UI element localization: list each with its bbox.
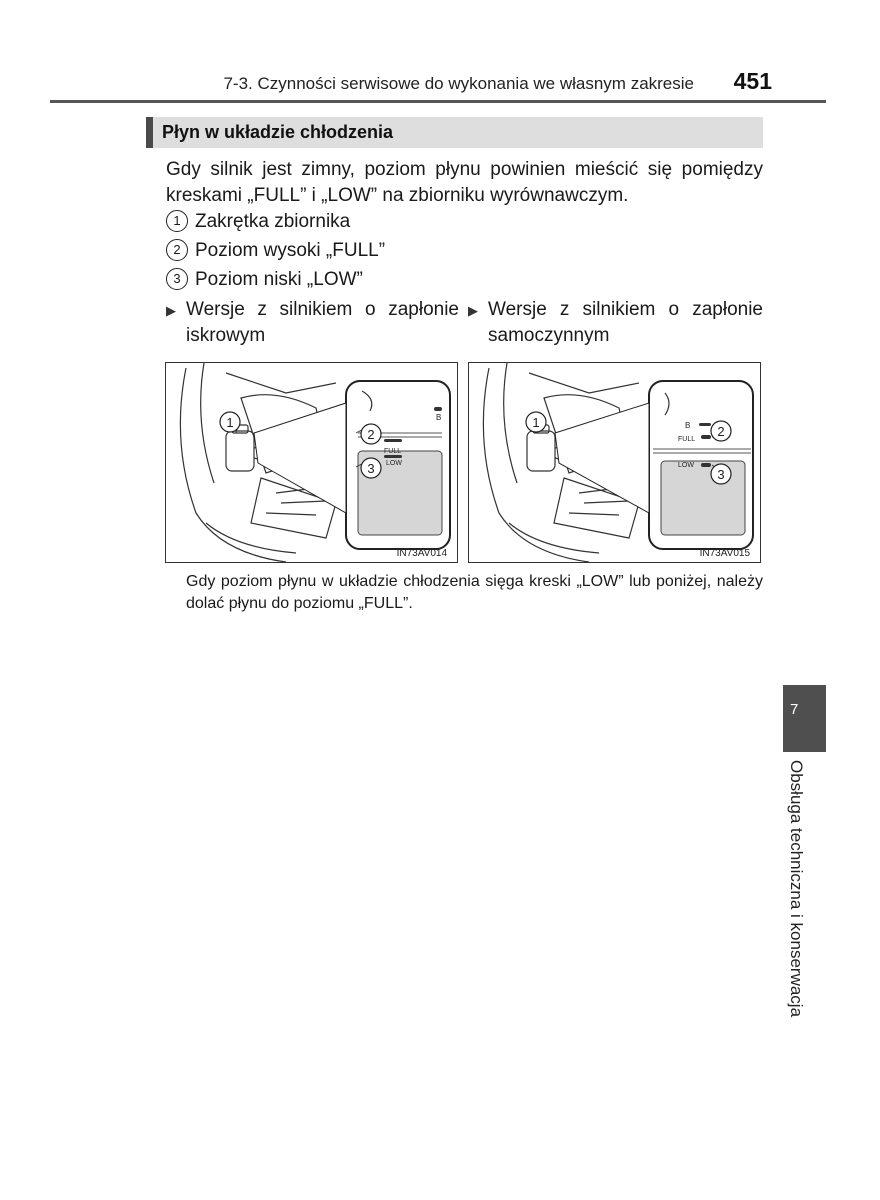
mark-low-label: LOW (386, 460, 402, 467)
mark-low-label: LOW (678, 462, 694, 469)
page-number: 451 (733, 68, 772, 94)
intro-paragraph: Gdy silnik jest zimny, poziom płynu powinien mieścić się pomiędzy kreskami „FULL” i „LOW” na zbiorniku wyrównawczym. (166, 159, 763, 206)
callout-number: 2 (166, 239, 188, 261)
header-divider (50, 100, 826, 103)
figure-code: IN73AV015 (699, 548, 750, 559)
mark-b-label: B (436, 413, 442, 422)
list-item-cap (166, 209, 350, 235)
callout-2 (711, 421, 731, 441)
svg-text:3: 3 (367, 461, 375, 476)
svg-text:2: 2 (717, 424, 725, 439)
callout-2 (361, 424, 381, 444)
section-title: Płyn w układzie chłodzenia (162, 122, 394, 142)
svg-text:1: 1 (532, 415, 540, 430)
callout-1 (526, 412, 546, 432)
engine-bay-drawing (469, 363, 760, 562)
variant-label: Wersje z silnikiem o zapłonie iskrowym (186, 299, 459, 346)
mark-b-label: B (685, 421, 691, 430)
chapter-number: 7 (790, 701, 799, 718)
section-heading-bar (146, 117, 763, 148)
list-item-label: Poziom wysoki „FULL” (195, 240, 386, 261)
engine-bay-drawing (166, 363, 457, 562)
engine-bay-illustration-diesel (468, 362, 761, 563)
list-item-full (166, 238, 385, 264)
list-item-label: Zakrętka zbiornika (195, 211, 351, 232)
triangle-bullet-icon: ▶ (468, 303, 478, 318)
mark-full-label: FULL (384, 448, 402, 455)
callout-3 (361, 458, 381, 478)
svg-text:2: 2 (367, 427, 375, 442)
list-item-low (166, 267, 363, 293)
callout-number: 1 (166, 210, 188, 232)
running-header: 7-3. Czynności serwisowe do wykonania we własnym zakresie (223, 74, 694, 93)
svg-text:1: 1 (226, 415, 234, 430)
list-item-label: Poziom niski „LOW” (195, 269, 363, 290)
section-heading-accent (146, 117, 153, 148)
engine-bay-illustration-petrol (165, 362, 458, 563)
callout-number: 3 (166, 268, 188, 290)
variant-diesel (468, 297, 763, 349)
mark-full-label: FULL (678, 436, 696, 443)
variant-label: Wersje z silnikiem o zapłonie samoczynnym (488, 299, 763, 346)
variant-petrol (166, 297, 459, 349)
figure-code: IN73AV014 (396, 548, 447, 559)
chapter-title: Obsługa techniczna i konserwacja (787, 760, 806, 1018)
callout-1 (220, 412, 240, 432)
chapter-tab (783, 685, 826, 752)
figure-caption: Gdy poziom płynu w układzie chłodzenia sięga kreski „LOW” lub poniżej, należy dolać płynu do poziomu „FULL”. (186, 573, 763, 612)
svg-text:3: 3 (717, 467, 725, 482)
callout-3 (711, 464, 731, 484)
triangle-bullet-icon: ▶ (166, 303, 176, 318)
